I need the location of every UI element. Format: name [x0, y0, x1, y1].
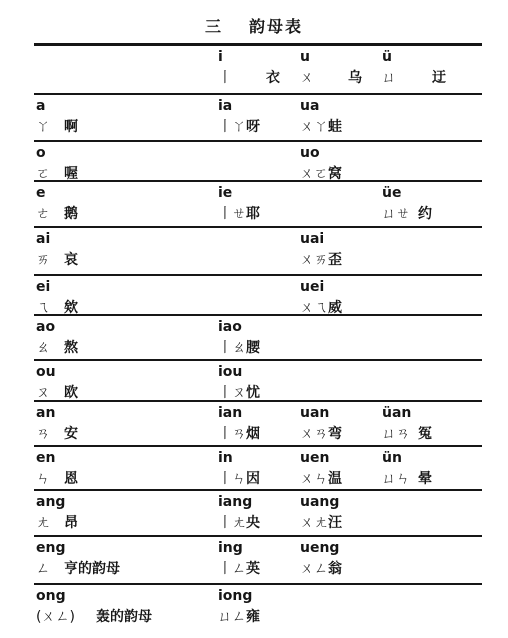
pinyin-label: en	[36, 450, 56, 466]
final-cell	[300, 228, 380, 274]
zhuyin-symbol: 丨ㄤ	[218, 515, 246, 531]
zhuyin-line	[300, 468, 342, 488]
example-character: 安	[64, 426, 78, 442]
zhuyin-line	[300, 163, 342, 183]
zhuyin-line	[218, 558, 260, 578]
example-character: 汪	[328, 515, 342, 531]
zhuyin-symbol: ㄨ	[300, 70, 314, 86]
final-cell	[36, 585, 216, 636]
example-character: 欧	[64, 385, 78, 401]
final-cell	[218, 537, 298, 583]
zhuyin-line	[36, 249, 78, 269]
example-character: 亨的韵母	[64, 561, 120, 577]
final-cell	[218, 316, 298, 359]
example-character: 耶	[246, 206, 260, 222]
zhuyin-line	[218, 337, 260, 357]
example-character: 央	[246, 515, 260, 531]
example-character: 乌	[348, 70, 362, 86]
example-character: 冤	[418, 426, 432, 442]
pinyin-label: ie	[218, 185, 233, 201]
zhuyin-symbol: ㄩㄣ	[382, 471, 410, 487]
final-cell	[36, 276, 216, 314]
zhuyin-line	[300, 512, 342, 532]
zhuyin-symbol: ㄨㄥ	[300, 561, 328, 577]
example-character: 迂	[432, 70, 446, 86]
pinyin-label: ou	[36, 364, 56, 380]
table-row	[34, 182, 482, 228]
example-character: 腰	[246, 340, 260, 356]
finals-table	[34, 43, 482, 638]
example-character: 翁	[328, 561, 342, 577]
pinyin-label: ia	[218, 98, 233, 114]
final-cell	[382, 402, 480, 445]
final-cell	[300, 537, 380, 583]
example-character: 威	[328, 300, 342, 316]
pinyin-label: uei	[300, 279, 325, 295]
zhuyin-line	[36, 468, 78, 488]
pinyin-label: uen	[300, 450, 330, 466]
zhuyin-symbol: ㄩ	[382, 70, 396, 86]
zhuyin-symbol: ㄡ	[36, 385, 50, 401]
zhuyin-symbol: ㄜ	[36, 206, 50, 222]
zhuyin-line	[218, 203, 260, 223]
zhuyin-line	[218, 423, 260, 443]
zhuyin-symbol: ㄣ	[36, 471, 50, 487]
pinyin-label: iang	[218, 494, 253, 510]
pinyin-label: ua	[300, 98, 320, 114]
example-character: 歪	[328, 252, 342, 268]
final-cell	[36, 182, 216, 226]
section-number: 三	[204, 17, 223, 36]
pinyin-label: i	[218, 49, 223, 65]
pinyin-label: ueng	[300, 540, 340, 556]
zhuyin-line	[382, 203, 432, 223]
zhuyin-symbol: 丨ㄠ	[218, 340, 246, 356]
zhuyin-line	[36, 558, 120, 578]
zhuyin-symbol: ㄠ	[36, 340, 50, 356]
pinyin-label: ing	[218, 540, 243, 556]
zhuyin-line	[382, 67, 446, 87]
final-cell	[300, 402, 380, 445]
zhuyin-line	[36, 423, 78, 443]
zhuyin-line	[218, 116, 260, 136]
example-character: 欸	[64, 300, 78, 316]
pinyin-label: eng	[36, 540, 66, 556]
example-character: 弯	[328, 426, 342, 442]
pinyin-label: an	[36, 405, 56, 421]
zhuyin-line	[36, 116, 78, 136]
table-row	[34, 491, 482, 537]
zhuyin-symbol: 丨ㄢ	[218, 426, 246, 442]
final-cell	[218, 361, 298, 400]
final-cell	[36, 142, 216, 180]
table-row	[34, 46, 482, 95]
zhuyin-line	[36, 203, 78, 223]
zhuyin-line	[36, 606, 152, 626]
zhuyin-symbol: ㄤ	[36, 515, 50, 531]
example-character: 英	[246, 561, 260, 577]
zhuyin-line	[36, 382, 78, 402]
final-cell	[36, 402, 216, 445]
zhuyin-symbol: ㄛ	[36, 166, 50, 182]
final-cell	[300, 95, 380, 140]
zhuyin-line	[218, 512, 260, 532]
zhuyin-symbol: ㄥ	[36, 561, 50, 577]
zhuyin-symbol: 丨ㄝ	[218, 206, 246, 222]
pinyin-label: uang	[300, 494, 340, 510]
pinyin-label: ai	[36, 231, 51, 247]
zhuyin-symbol: ㄨㄟ	[300, 300, 328, 316]
zhuyin-line	[300, 423, 342, 443]
zhuyin-symbol: ㄨㄣ	[300, 471, 328, 487]
zhuyin-symbol: ㄩㄥ	[218, 609, 246, 625]
table-row	[34, 402, 482, 447]
final-cell	[218, 491, 298, 535]
example-character: 喔	[64, 166, 78, 182]
pinyin-label: ang	[36, 494, 66, 510]
example-character: 恩	[64, 471, 78, 487]
pinyin-label: ian	[218, 405, 243, 421]
final-cell	[218, 182, 298, 226]
final-cell	[36, 228, 216, 274]
table-row	[34, 276, 482, 316]
zhuyin-line	[36, 337, 78, 357]
zhuyin-symbol: ㄚ	[36, 119, 50, 135]
pinyin-label: in	[218, 450, 233, 466]
final-cell	[218, 402, 298, 445]
pinyin-label: ong	[36, 588, 66, 604]
final-cell	[36, 361, 216, 400]
zhuyin-symbol: ㄢ	[36, 426, 50, 442]
table-row	[34, 228, 482, 276]
final-cell	[300, 276, 380, 314]
zhuyin-line	[300, 558, 342, 578]
zhuyin-line	[218, 606, 260, 626]
example-character: 呀	[246, 119, 260, 135]
table-row	[34, 142, 482, 182]
pinyin-label: uo	[300, 145, 320, 161]
zhuyin-symbol: ㄩㄝ	[382, 206, 410, 222]
pinyin-label: ao	[36, 319, 56, 335]
final-cell	[218, 95, 298, 140]
example-character: 昂	[64, 515, 78, 531]
zhuyin-symbol: 丨ㄚ	[218, 119, 246, 135]
zhuyin-line	[36, 163, 78, 183]
final-cell	[36, 491, 216, 535]
table-row	[34, 447, 482, 491]
pinyin-label: ei	[36, 279, 51, 295]
zhuyin-symbol: ㄨㄛ	[300, 166, 328, 182]
example-character: 鹅	[64, 206, 78, 222]
zhuyin-line	[36, 512, 78, 532]
final-cell	[300, 46, 380, 93]
zhuyin-symbol: ㄩㄢ	[382, 426, 410, 442]
pinyin-label: iong	[218, 588, 253, 604]
example-character: 衣	[266, 70, 280, 86]
pinyin-label: ün	[382, 450, 402, 466]
zhuyin-symbol: 丨	[218, 70, 232, 86]
example-character: 雍	[246, 609, 260, 625]
pinyin-label: uai	[300, 231, 325, 247]
table-row	[34, 361, 482, 402]
zhuyin-symbol: ㄟ	[36, 300, 50, 316]
zhuyin-line	[300, 249, 342, 269]
zhuyin-line	[382, 468, 432, 488]
pinyin-label: iao	[218, 319, 242, 335]
example-character: 约	[418, 206, 432, 222]
zhuyin-line	[300, 67, 362, 87]
example-character: 窝	[328, 166, 342, 182]
example-character: 因	[246, 471, 260, 487]
zhuyin-symbol: ㄞ	[36, 252, 50, 268]
example-character: 啊	[64, 119, 78, 135]
zhuyin-symbol: ㄨㄤ	[300, 515, 328, 531]
final-cell	[218, 447, 298, 489]
table-row	[34, 316, 482, 361]
zhuyin-symbol: 丨ㄡ	[218, 385, 246, 401]
final-cell	[36, 95, 216, 140]
pinyin-label: ü	[382, 49, 392, 65]
zhuyin-line	[300, 297, 342, 317]
final-cell	[382, 182, 480, 226]
pinyin-label: a	[36, 98, 46, 114]
table-row	[34, 585, 482, 636]
example-character: 温	[328, 471, 342, 487]
table-row	[34, 95, 482, 142]
zhuyin-symbol: ㄨㄢ	[300, 426, 328, 442]
zhuyin-line	[218, 382, 260, 402]
final-cell	[382, 447, 480, 489]
final-cell	[382, 46, 480, 93]
zhuyin-symbol: ㄨㄚ	[300, 119, 328, 135]
table-title	[0, 14, 508, 37]
zhuyin-line	[218, 468, 260, 488]
pinyin-label: u	[300, 49, 310, 65]
final-cell	[300, 142, 380, 180]
example-character: 轰的韵母	[96, 609, 152, 625]
zhuyin-symbol: (ㄨㄥ)	[36, 609, 75, 625]
final-cell	[300, 491, 380, 535]
pinyin-label: üe	[382, 185, 402, 201]
final-cell	[218, 46, 298, 93]
zhuyin-line	[218, 67, 280, 87]
final-cell	[36, 537, 216, 583]
pinyin-label: e	[36, 185, 46, 201]
final-cell	[300, 447, 380, 489]
pinyin-label: iou	[218, 364, 243, 380]
final-cell	[36, 316, 216, 359]
pinyin-label: üan	[382, 405, 412, 421]
example-character: 忧	[246, 385, 260, 401]
zhuyin-symbol: 丨ㄣ	[218, 471, 246, 487]
table-row	[34, 537, 482, 585]
pinyin-label: uan	[300, 405, 330, 421]
example-character: 哀	[64, 252, 78, 268]
zhuyin-line	[300, 116, 342, 136]
final-cell	[36, 447, 216, 489]
example-character: 晕	[418, 471, 432, 487]
title-text: 韵母表	[249, 17, 304, 36]
pinyin-label: o	[36, 145, 46, 161]
example-character: 烟	[246, 426, 260, 442]
example-character: 熬	[64, 340, 78, 356]
zhuyin-line	[382, 423, 432, 443]
zhuyin-symbol: 丨ㄥ	[218, 561, 246, 577]
zhuyin-line	[36, 297, 78, 317]
final-cell	[218, 585, 298, 636]
example-character: 蛙	[328, 119, 342, 135]
zhuyin-symbol: ㄨㄞ	[300, 252, 328, 268]
